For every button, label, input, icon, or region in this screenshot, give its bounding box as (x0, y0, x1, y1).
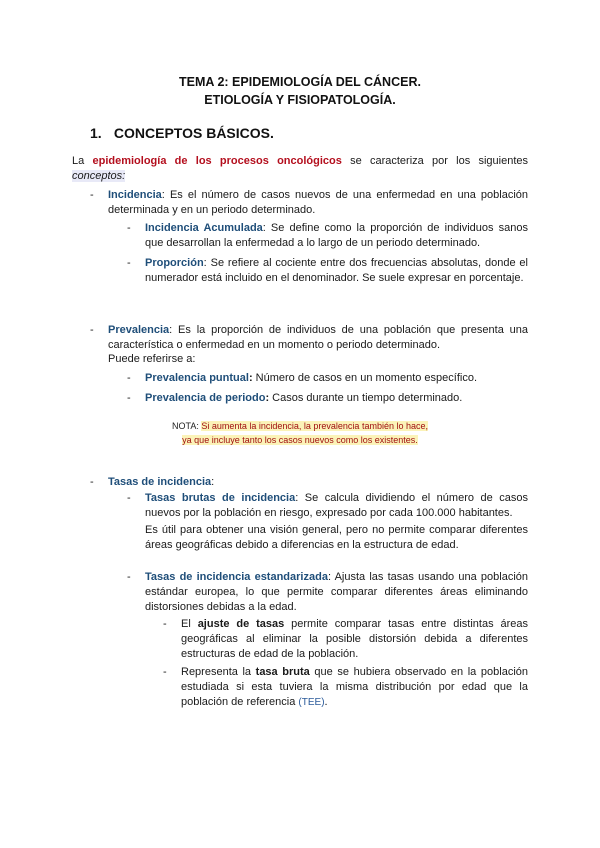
document-title (0, 73, 600, 109)
intro-highlight: epidemiología de los procesos oncológicos (92, 155, 342, 167)
tasas-item (108, 475, 528, 490)
bullet-dash: - (90, 476, 94, 488)
prevalencia-term: Prevalencia (108, 324, 170, 336)
tasas-brutas-item (145, 491, 528, 521)
ajuste-tasas-text: permite comparar tasas entre distintas áreas geográficas al eliminar la posible distorsión debida a diferentes estructuras de edad de la población. (181, 618, 529, 660)
prevalencia-periodo-sep: : (265, 392, 270, 404)
prevalencia-item (108, 323, 528, 353)
title-line-1: TEMA 2: EPIDEMIOLOGÍA DEL CÁNCER. (179, 75, 421, 89)
tasas-estandarizadas-term: Tasas de incidencia estandarizada (145, 571, 328, 583)
prevalencia-periodo-text: Casos durante un tiempo determinado. (269, 392, 463, 404)
tasas-colon: : (211, 476, 215, 488)
prevalencia-periodo-item (145, 391, 528, 406)
tasas-brutas-text: : Se calcula dividiendo el número de casos nuevos por la población en riesgo, expresado por cada 100.000 habitantes. (145, 492, 528, 519)
section-number: 1. (90, 125, 102, 141)
bullet-dash: - (127, 222, 131, 234)
tee-label: (TEE) (298, 697, 325, 708)
bullet-dash: - (90, 324, 94, 336)
bullet-dash: - (127, 372, 131, 384)
title-line-2: ETIOLOGÍA Y FISIOPATOLOGÍA. (204, 93, 396, 107)
tasa-bruta-pre: Representa la (181, 666, 256, 678)
prevalencia-text: : Es la proporción de individuos de una población que presenta una característica o enfermedad en un momento o periodo determinado. (108, 324, 528, 351)
intro-paragraph (72, 154, 528, 184)
incidencia-acumulada-text: : Se define como la proporción de individuos sanos que desarrollan la enfermedad a lo largo de un periodo determinado. (145, 222, 528, 249)
tasa-bruta-text: que se hubiera observado en la población estudiada si esta tuviera la misma distribución por edad que la población de referencia (181, 666, 528, 708)
tasas-brutas-extra: Es útil para obtener una visión general, pero no permite comparar diferentes áreas geográficas debido a diferencias en la estructura de edad. (145, 524, 528, 551)
note-line-2 (150, 433, 450, 447)
note-label: NOTA: (172, 421, 202, 431)
intro-pre: La (72, 155, 93, 167)
incidencia-item (108, 188, 528, 218)
ajuste-tasas-item (181, 617, 528, 662)
bullet-dash: - (90, 189, 94, 201)
prevalencia-puntual-text: Número de casos en un momento específico. (252, 372, 478, 384)
tasa-bruta-end: . (324, 696, 328, 708)
prevalencia-puntual-term: Prevalencia puntual (145, 372, 249, 384)
bullet-dash: - (163, 618, 167, 630)
prevalencia-periodo-term: Prevalencia de periodo (145, 392, 266, 404)
intro-mid: se caracteriza por los siguientes (341, 155, 529, 167)
tasa-bruta-item (181, 665, 528, 710)
bullet-dash: - (127, 571, 131, 583)
bullet-dash: - (127, 392, 131, 404)
intro-concepts: conceptos: (72, 170, 126, 182)
prevalencia-puntual-sep: : (248, 372, 253, 384)
note-text-2: ya que incluye tanto los casos nuevos como los existentes. (182, 435, 418, 445)
proporcion-text: : Se refiere al cociente entre dos frecuencias absolutas, donde el numerador está incluido en el denominador. Se suele expresar en porcentaje. (145, 257, 528, 284)
ajuste-tasas-bold: ajuste de tasas (197, 618, 285, 630)
tasa-bruta-bold: tasa bruta (255, 666, 310, 678)
prevalencia-extra: Puede referirse a: (108, 353, 196, 365)
note-line-1 (150, 419, 450, 433)
incidencia-acumulada-item (145, 221, 528, 251)
ajuste-tasas-pre: El (181, 618, 198, 630)
section-heading (90, 124, 274, 142)
note-text-1: Si aumenta la incidencia, la prevalencia también lo hace, (201, 421, 428, 431)
note-box (150, 419, 450, 447)
proporcion-item (145, 256, 528, 286)
tasas-term: Tasas de incidencia (108, 476, 212, 488)
prevalencia-puntual-item (145, 371, 528, 386)
incidencia-term: Incidencia (108, 189, 162, 201)
proporcion-term: Proporción (145, 257, 204, 269)
section-title: CONCEPTOS BÁSICOS. (113, 125, 274, 141)
tasas-estandarizadas-text: : Ajusta las tasas usando una población estándar europea, lo que permite comparar diferentes áreas eliminando distorsiones debidas a la edad. (145, 571, 529, 613)
incidencia-text: : Es el número de casos nuevos de una enfermedad en una población determinada y en un periodo determinado. (108, 189, 528, 216)
bullet-dash: - (127, 257, 131, 269)
incidencia-acumulada-term: Incidencia Acumulada (145, 222, 263, 234)
bullet-dash: - (163, 666, 167, 678)
tasas-estandarizadas-item (145, 570, 528, 615)
tasas-brutas-term: Tasas brutas de incidencia (145, 492, 296, 504)
bullet-dash: - (127, 492, 131, 504)
